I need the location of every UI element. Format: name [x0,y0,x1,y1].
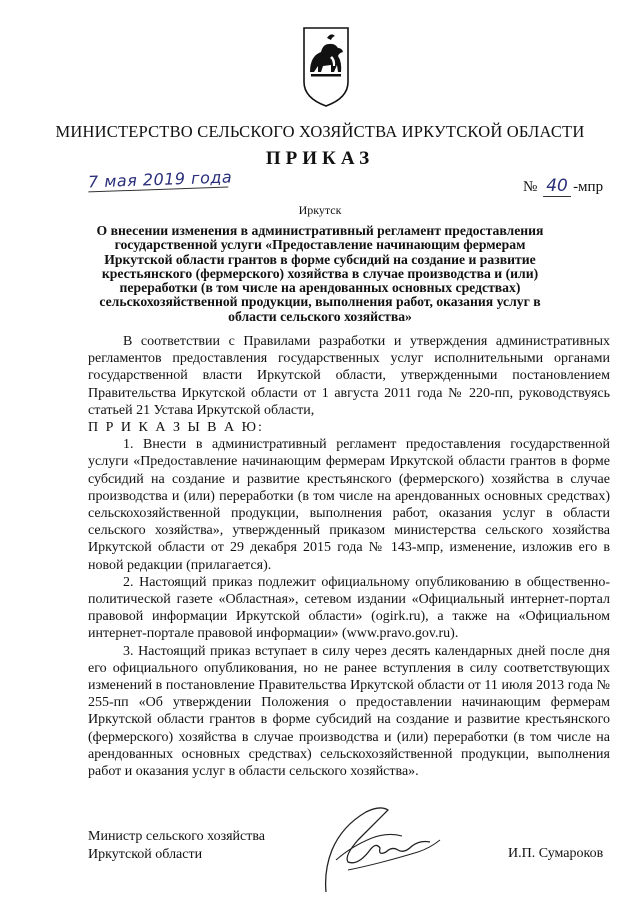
item-3-paragraph: 3. Настоящий приказ вступает в силу через десять календарных дней после дня его официального опубликования, но не ранее вступления в силу соответствующих изменений в постановление Правительства Иркутской области от 11 июля 2013 года № 255-пп «Об утверждении Положения о предоставлении начинающим фермерам Иркутской области грантов в форме субсидий на создание и развитие крестьянского (фермерского) хозяйства в случае производства и (или) переработки (в том числе на арендованных основных средствах) сельскохозяйственной продукции, выполнения работ и оказания услуг в области сельского хозяйства». [88,643,610,780]
handwritten-signature [318,800,448,895]
preamble-paragraph: В соответствии с Правилами разработки и утверждения административных регламентов предоставления государственных услуг исполнительными органами государственной власти Иркутской области, утвержденными постановлением Правительства Иркутской области от 1 августа 2011 года № 220-пп, руководствуясь статьей 21 Устава Иркутской области, [88,334,610,418]
number-value: 40 [543,176,571,197]
number-suffix: -мпр [573,179,604,195]
item-1-paragraph: 1. Внести в административный регламент предоставления государственной услуги «Предоставление начинающим фермерам Иркутской области грантов в форме субсидий на создание и развитие крестьянского (фермерского) хозяйства в случае производства и (или) переработки (в том числе на арендованных основных средствах) сельскохозяйственной продукции, выполнения работ, оказания услуг в области сельского хозяйства», утвержденный приказом министерства сельского хозяйства Иркутской области от 29 декабря 2015 года № 143-мпр, изменение, изложив его в новой редакции (прилагается). [88,437,610,573]
document-title: ПРИКАЗ [265,148,375,169]
item-2-paragraph: 2. Настоящий приказ подлежит официальному опубликованию в общественно-политической газете «Областная», сетевом издании «Официальный интернет-портал правовой информации Иркутской области» (ogirk.ru), а также на «Официальном интернет-портале правовой информации» (www.pravo.gov.ru). [88,574,610,642]
prikazyvayu-line: П Р И К А З Ы В А Ю: [88,420,264,436]
order-body [88,333,610,780]
position-line-2: Иркутской области [88,847,203,862]
order-number [523,176,603,197]
signatory-position [88,828,265,864]
ministry-name: МИНИСТЕРСТВО СЕЛЬСКОГО ХОЗЯЙСТВА ИРКУТСКОЙ ОБЛАСТИ [55,122,585,141]
order-subject: О внесении изменения в административный регламент предоставления государственной услуги «Предоставление начинающим фермерам Иркутской области грантов в форме субсидий на создание и развитие крестьянского (фермерского) хозяйства в случае производства и (или) переработки (в том числе на арендованных основных средствах) сельскохозяйственной продукции, выполнения работ, оказания услуг в области сельского хозяйства» [96,223,544,324]
number-prefix: № [523,179,538,195]
city-name: Иркутск [298,203,342,217]
coat-of-arms-icon [301,26,351,108]
position-line-1: Министр сельского хозяйства [88,829,265,844]
order-date: 7 мая 2019 года [87,167,233,192]
signatory-name: И.П. Сумароков [508,846,604,861]
